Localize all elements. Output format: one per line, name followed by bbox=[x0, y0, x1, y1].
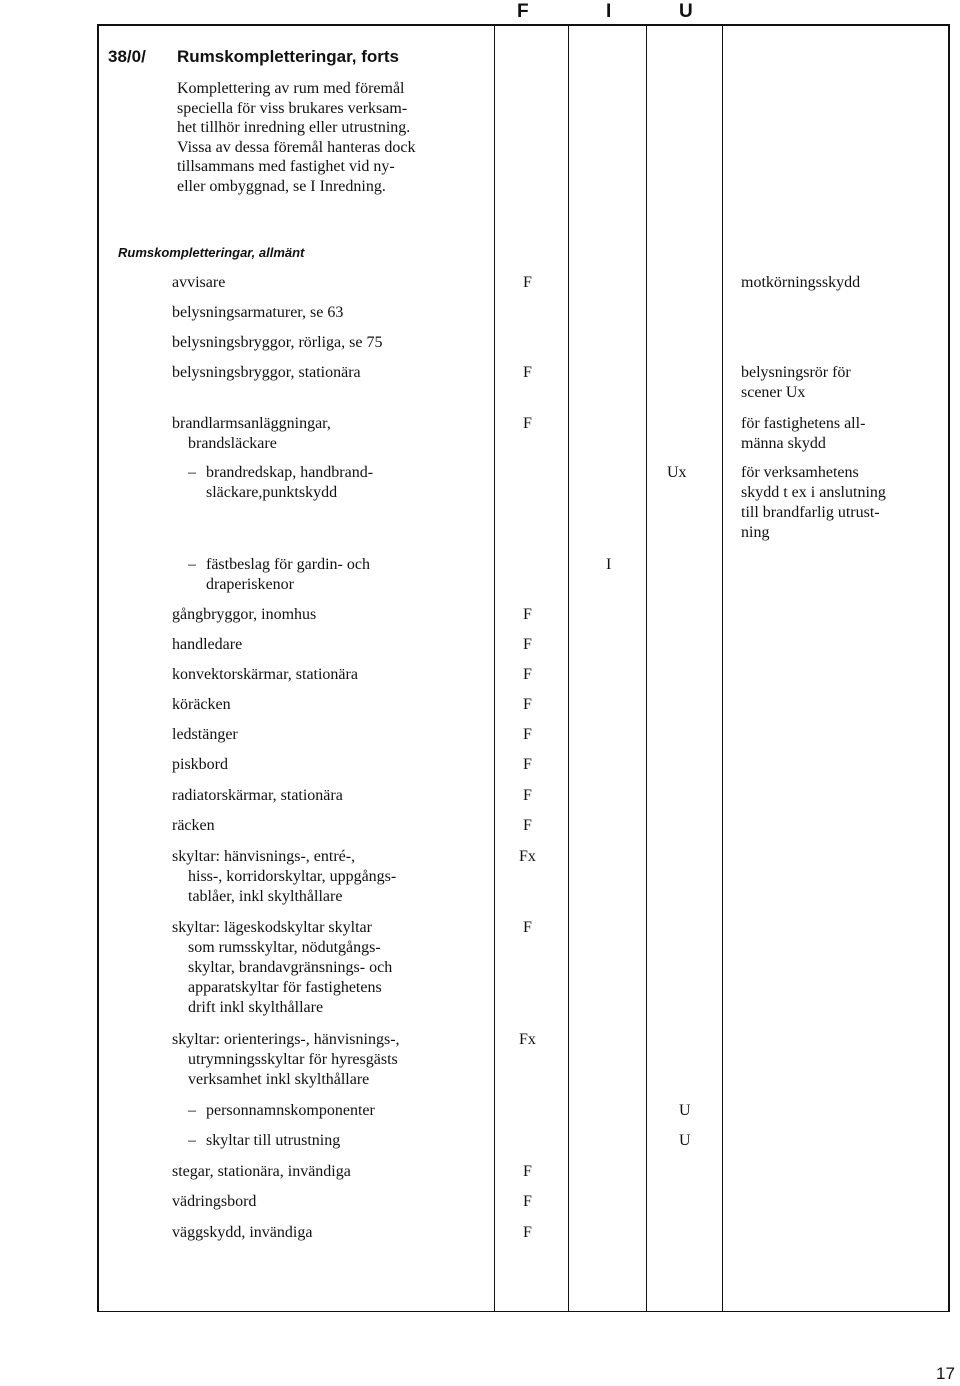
f-mark: F bbox=[523, 787, 532, 804]
u-mark: U bbox=[679, 1132, 691, 1149]
column-divider-f bbox=[494, 24, 495, 1312]
item-label: – fästbeslag för gardin- och draperiskenor bbox=[206, 555, 370, 595]
item-label: väggskydd, invändiga bbox=[172, 1224, 313, 1241]
item-label: – personnamnskomponenter bbox=[206, 1101, 375, 1121]
item-label: ledstänger bbox=[172, 726, 238, 743]
f-mark: F bbox=[523, 726, 532, 743]
f-mark: F bbox=[523, 606, 532, 623]
f-mark: F bbox=[523, 817, 532, 834]
item-label: räcken bbox=[172, 817, 215, 834]
column-header-i: I bbox=[606, 1, 612, 22]
f-mark: F bbox=[523, 1193, 532, 1210]
f-mark: Fx bbox=[519, 1031, 536, 1048]
u-mark: U bbox=[679, 1102, 691, 1119]
item-label: avvisare bbox=[172, 274, 226, 291]
f-mark: Fx bbox=[519, 848, 536, 865]
item-label: – skyltar till utrustning bbox=[206, 1131, 340, 1151]
column-header-f: F bbox=[517, 1, 529, 22]
item-note: motkörningsskydd bbox=[741, 274, 861, 291]
column-divider-u bbox=[646, 24, 647, 1312]
item-label: belysningsbryggor, rörliga, se 75 bbox=[172, 334, 383, 351]
page-number: 17 bbox=[936, 1364, 955, 1383]
item-label: stegar, stationära, invändiga bbox=[172, 1163, 351, 1180]
subheading: Rumskompletteringar, allmänt bbox=[118, 245, 305, 260]
item-label: vädringsbord bbox=[172, 1193, 257, 1210]
column-header-u: U bbox=[679, 1, 693, 22]
item-label: piskbord bbox=[172, 756, 228, 773]
item-label: gångbryggor, inomhus bbox=[172, 606, 317, 623]
column-divider-notes bbox=[722, 24, 723, 1312]
column-divider-i bbox=[568, 24, 569, 1312]
f-mark: F bbox=[523, 415, 532, 432]
item-label: köräcken bbox=[172, 696, 231, 713]
f-mark: F bbox=[523, 1224, 532, 1241]
f-mark: F bbox=[523, 666, 532, 683]
item-label: – brandredskap, handbrand- släckare,punktskydd bbox=[206, 463, 373, 503]
section-code: 38/0/ bbox=[108, 47, 146, 66]
f-mark: F bbox=[523, 919, 532, 936]
f-mark: F bbox=[523, 364, 532, 381]
item-label: konvektorskärmar, stationära bbox=[172, 666, 358, 683]
f-mark: F bbox=[523, 696, 532, 713]
u-mark: Ux bbox=[667, 464, 687, 481]
f-mark: F bbox=[523, 274, 532, 291]
item-label: belysningsarmaturer, se 63 bbox=[172, 304, 344, 321]
f-mark: F bbox=[523, 636, 532, 653]
item-label: radiatorskärmar, stationära bbox=[172, 787, 343, 804]
f-mark: F bbox=[523, 756, 532, 773]
item-label: skyltar: hänvisnings-, entré-, hiss-, korridorskyltar, uppgångs- tablåer, inkl skylthållare bbox=[172, 848, 397, 905]
section-title: Rumskompletteringar, forts bbox=[177, 47, 399, 66]
item-label: skyltar: orienterings-, hänvisnings-, utrymningsskyltar för hyresgästs verksamhet inkl skylthållare bbox=[172, 1031, 400, 1088]
section-intro: Komplettering av rum med föremål speciella för viss brukares verksam- het tillhör inredning eller utrustning. Vissa av dessa föremål hanteras dock tillsammans med fastighet vid ny- eller ombyggnad, se I Inredning. bbox=[177, 80, 416, 195]
item-label: skyltar: lägeskodskyltar skyltar som rumsskyltar, nödutgångs- skyltar, brandavgränsnings- och apparatskyltar för fastighetens drift inkl skylthållare bbox=[172, 919, 393, 1016]
f-mark: F bbox=[523, 1163, 532, 1180]
item-note: belysningsrör för scener Ux bbox=[741, 364, 851, 401]
item-note: för fastighetens all- männa skydd bbox=[741, 415, 866, 452]
i-mark: I bbox=[606, 556, 612, 573]
item-note: för verksamhetens skydd t ex i anslutning till brandfarlig utrust- ning bbox=[741, 464, 886, 541]
item-label: handledare bbox=[172, 636, 243, 653]
item-label: belysningsbryggor, stationära bbox=[172, 364, 361, 381]
item-label: brandlarmsanläggningar, brandsläckare bbox=[172, 415, 331, 452]
